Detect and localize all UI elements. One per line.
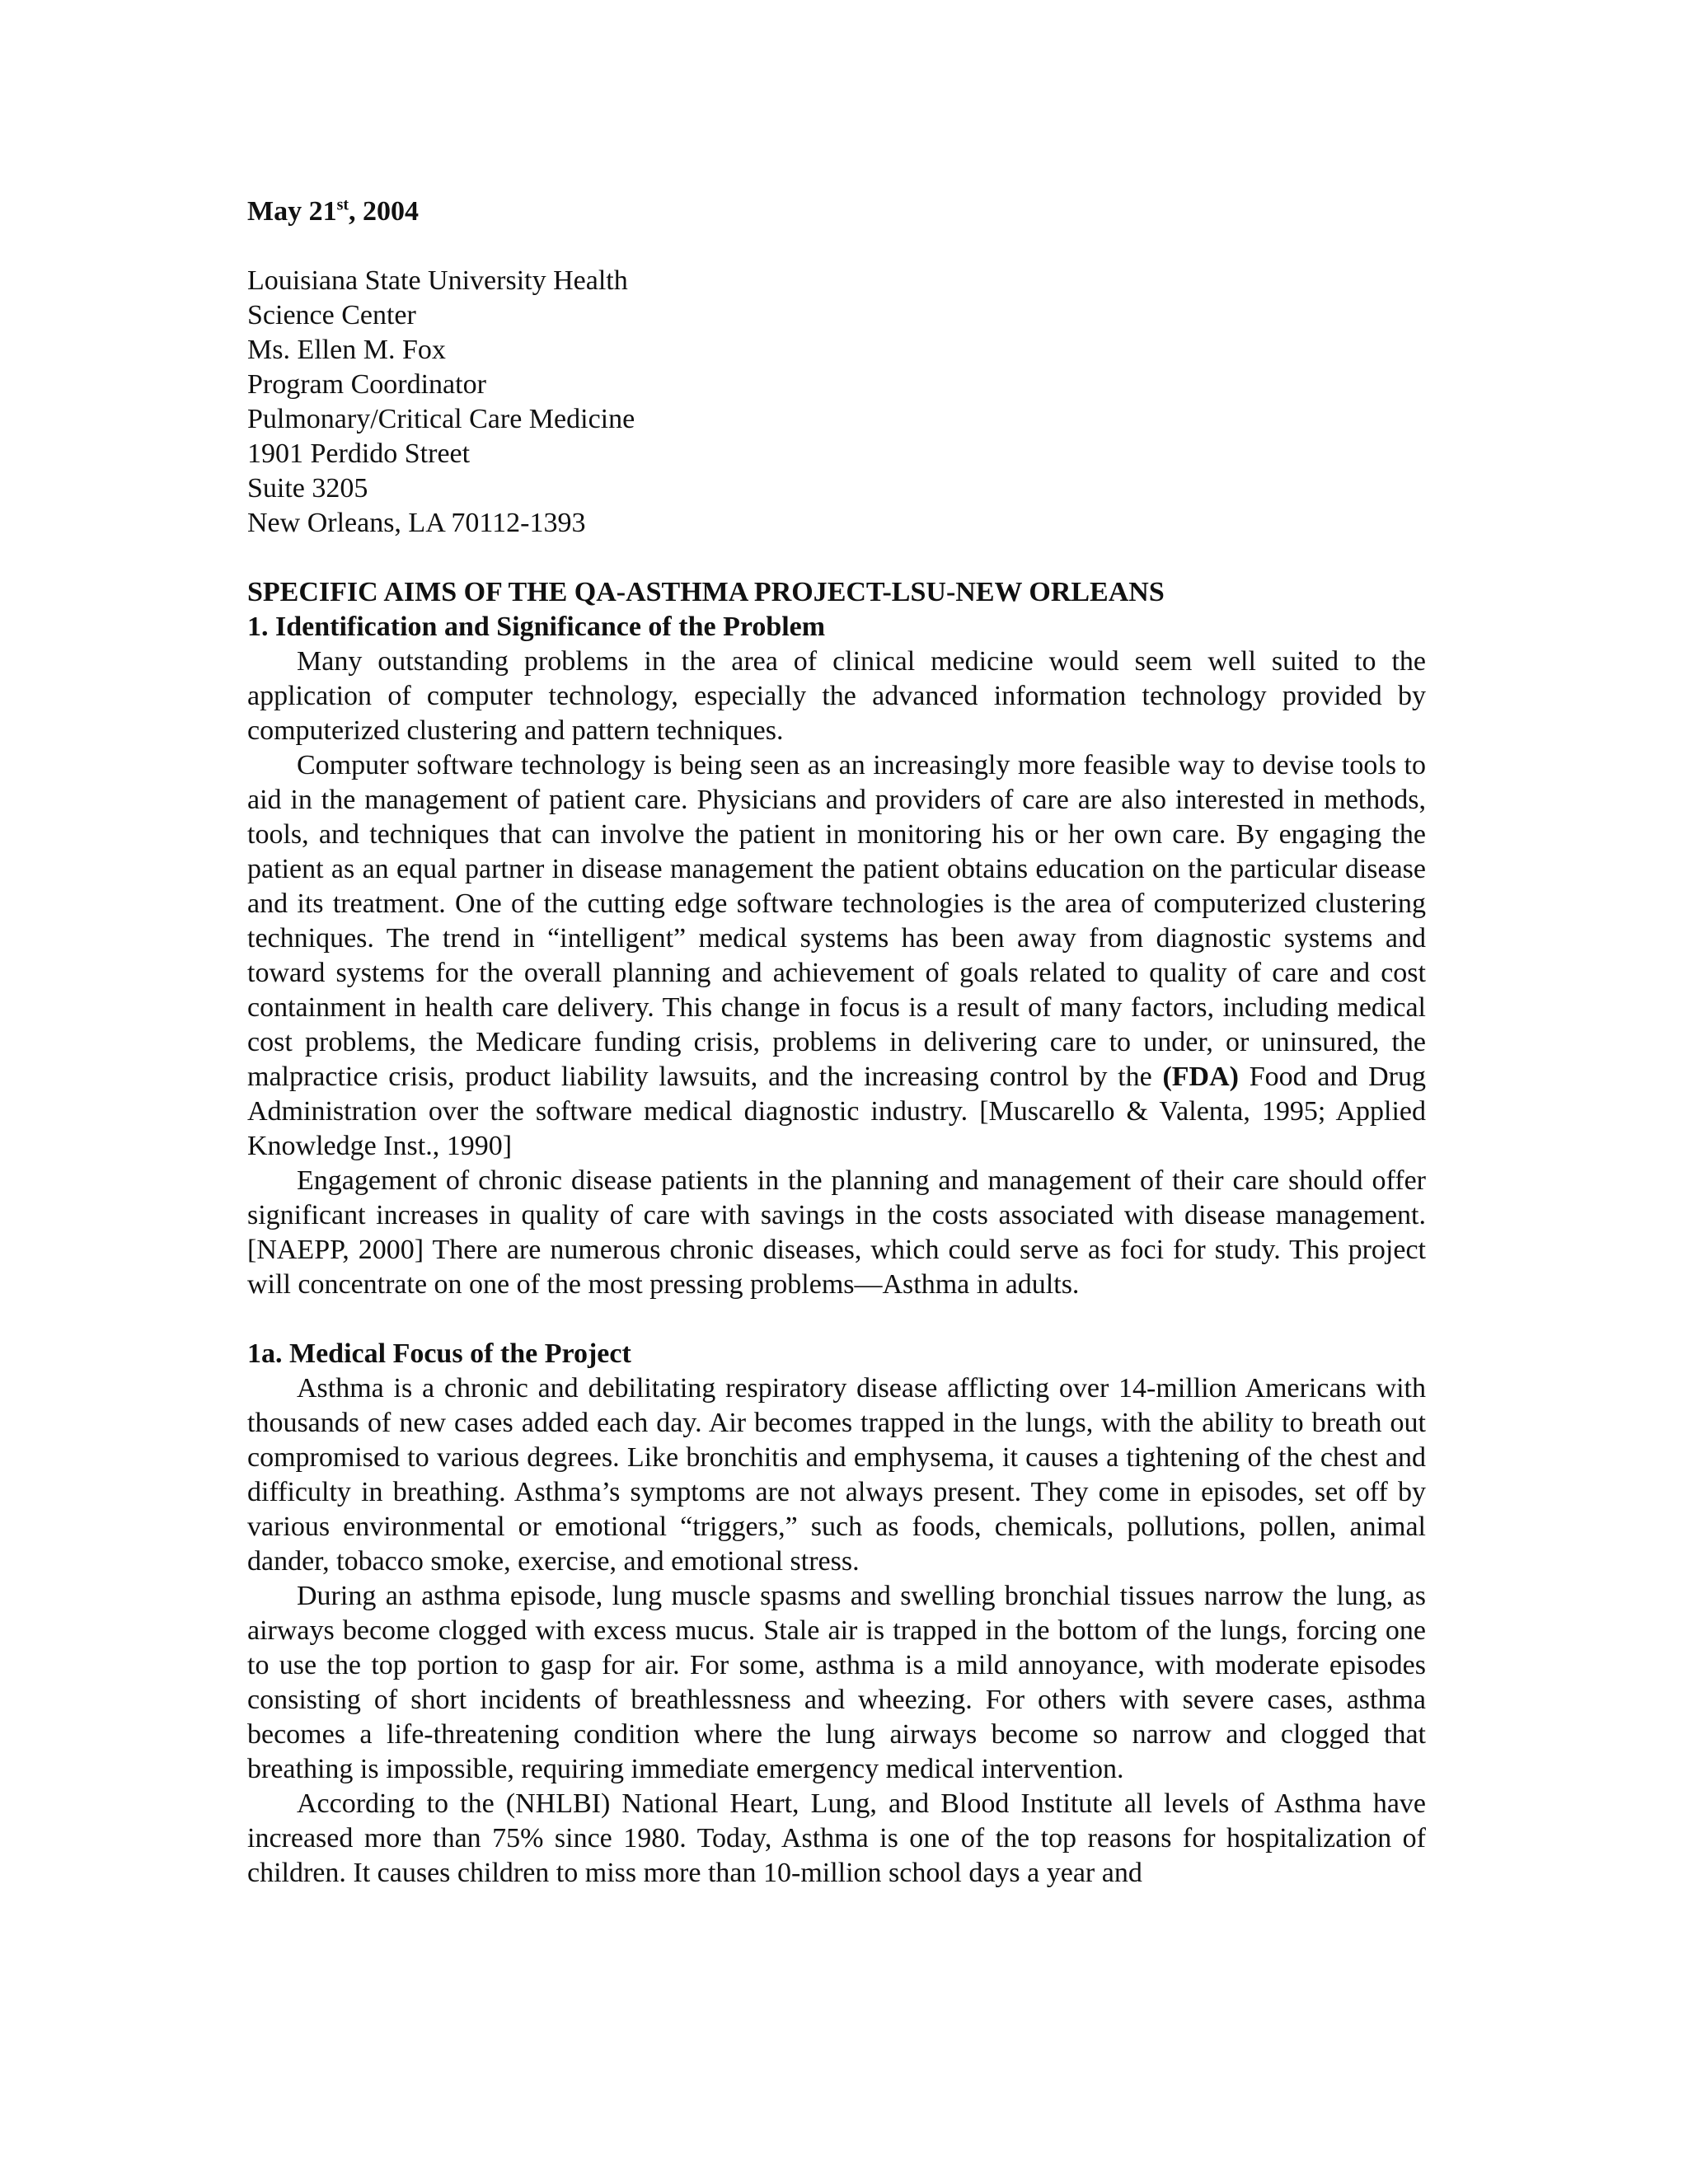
recipient-address (247, 264, 1426, 541)
address-line: Suite 3205 (247, 473, 368, 504)
paragraph-text: Food and Drug Administration over the software medical diagnostic industry. [Muscarello & Valenta, 1995; Applied Knowledge Inst., 1990] (247, 1062, 1426, 1161)
address-line: New Orleans, LA 70112-1393 (247, 508, 586, 538)
section-spacer (247, 1302, 1426, 1337)
paragraph-text: Computer software technology is being seen as an increasingly more feasible way to devise tools to aid in the management of patient care. Physicians and providers of care are also interested in methods, tools, and techniques that can involve the patient in monitoring his or her own care. By engaging the patient as an equal partner in disease management the patient obtains education on the particular disease and its treatment. One of the cutting edge software technologies is the area of computerized clustering techniques. The trend in “intelligent” medical systems has been away from diagnostic systems and toward systems for the overall planning and achievement of goals related to quality of care and cost containment in health care delivery. This change in focus is a result of many factors, including medical cost problems, the Medicare funding crisis, problems in delivering care to under, or uninsured, the malpractice crisis, product liability lawsuits, and the increasing control by the (247, 750, 1426, 1092)
section-1a-paragraph-1: Asthma is a chronic and debilitating respiratory disease afflicting over 14-million Americans with thousands of new cases added each day. Air becomes trapped in the lungs, with the ability to breath out compromised to various degrees. Like bronchitis and emphysema, it causes a tightening of the chest and difficulty in breathing. Asthma’s symptoms are not always present. They come in episodes, set off by various environmental or emotional “triggers,” such as foods, chemicals, pollutions, pollen, animal dander, tobacco smoke, exercise, and emotional stress. (247, 1373, 1426, 1577)
fda-acronym: (FDA) (1162, 1062, 1239, 1092)
address-line: 1901 Perdido Street (247, 438, 471, 469)
section-1a-heading: 1a. Medical Focus of the Project (247, 1338, 631, 1369)
address-line: Ms. Ellen M. Fox (247, 335, 446, 365)
document-title: SPECIFIC AIMS OF THE QA-ASTHMA PROJECT-LSU-NEW ORLEANS (247, 577, 1165, 607)
address-line: Louisiana State University Health (247, 265, 628, 296)
section-1a-paragraph-2: During an asthma episode, lung muscle spasms and swelling bronchial tissues narrow the lung, as airways become clogged with excess mucus. Stale air is trapped in the bottom of the lungs, forcing one to use the top portion to gasp for air. For some, asthma is a mild annoyance, with moderate episodes consisting of short incidents of breathlessness and wheezing. For others with severe cases, asthma becomes a life-threatening condition where the lung airways become so narrow and clogged that breathing is impossible, requiring immediate emergency medical intervention. (247, 1581, 1426, 1784)
section-1-paragraph-2 (247, 748, 1426, 1164)
section-1-paragraph-1: Many outstanding problems in the area of clinical medicine would seem well suited to the application of computer technology, especially the advanced information technology provided by computerized clustering and pattern techniques. (247, 646, 1426, 746)
letter-date (247, 194, 1426, 229)
section-1-heading: 1. Identification and Significance of the Problem (247, 612, 826, 642)
date-year: , 2004 (349, 196, 420, 227)
document-body (247, 194, 1426, 1891)
date-text: May 21 (247, 196, 337, 227)
address-line: Program Coordinator (247, 369, 486, 400)
address-line: Science Center (247, 300, 416, 330)
date-ordinal-suffix: st (336, 195, 349, 214)
section-1-paragraph-3: Engagement of chronic disease patients in the planning and management of their care should offer significant increases in quality of care with savings in the costs associated with disease management. [NAEPP, 2000] There are numerous chronic diseases, which could serve as foci for study. This project will concentrate on one of the most pressing problems—Asthma in adults. (247, 1165, 1426, 1300)
address-line: Pulmonary/Critical Care Medicine (247, 404, 635, 434)
section-1a-paragraph-3: According to the (NHLBI) National Heart, Lung, and Blood Institute all levels of Asthma have increased more than 75% since 1980. Today, Asthma is one of the top reasons for hospitalization of children. It causes children to miss more than 10-million school days a year and (247, 1788, 1426, 1888)
